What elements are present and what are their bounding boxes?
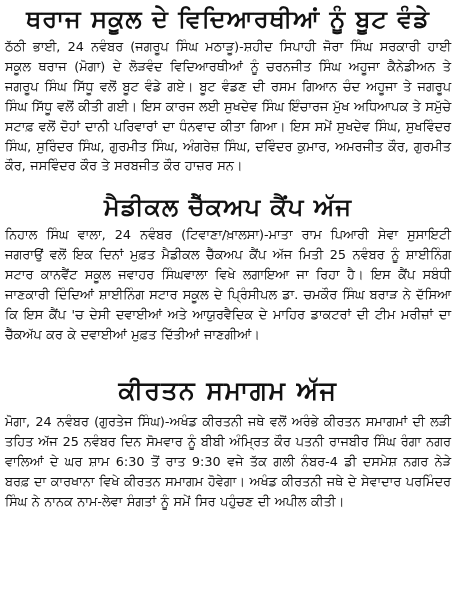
body-kirtan: ਮੋਗਾ, 24 ਨਵੰਬਰ (ਗੁਰਤੇਜ ਸਿੰਘ)-ਅਖੰਡ ਕੀਰਤਨੀ ਜਥੇ ਵਲੋਂ ਅਰੰਭੇ ਕੀਰਤਨ ਸਮਾਗਮਾਂ ਦੀ ਲੜੀ ਤਹਿਤ ਅੱਜ 25 ਨਵੰਬਰ ਦਿਨ ਸੋਮਵਾਰ ਨੂੰ ਬੀਬੀ ਅੰਮ੍ਰਿਤ ਕੌਰ ਪਤਨੀ ਰਾਜਬੀਰ ਸਿੰਘ ਰੰਗਾ ਨਗਰ ਵਾਲਿਆਂ ਦੇ ਘਰ ਸ਼ਾਮ 6:30 ਤੋਂ ਰਾਤ 9:30 ਵਜੇ ਤੱਕ ਗਲੀ ਨੰਬਰ-4 ਡੀ ਦਸਮੇਸ਼ ਨਗਰ ਨੇੜੇ ਬਰਫ਼ ਦਾ ਕਾਰਖਾਨਾ ਵਿਖੇ ਕੀਰਤਨ ਸਮਾਗਮ ਹੋਵੇਗਾ। ਅਖੰਡ ਕੀਰਤਨੀ ਜਥੇ ਦੇ ਸੇਵਾਦਾਰ ਪਰਮਿੰਦਰ ਸਿੰਘ ਨੇ ਨਾਨਕ ਨਾਮ-ਲੇਵਾ ਸੰਗਤਾਂ ਨੂੰ ਸਮੇਂ ਸਿਰ ਪਹੁੰਚਣ ਦੀ ਅਪੀਲ ਕੀਤੀ। [5,415,451,510]
headline-kirtan: ਕੀਰਤਨ ਸਮਾਗਮ ਅੱਜ [118,376,338,405]
body-school-shoes: ਠੱਠੀ ਭਾਈ, 24 ਨਵੰਬਰ (ਜਗਰੂਪ ਸਿੰਘ ਮਠਾੜੂ)-ਸ਼ਹੀਦ ਸਿਪਾਹੀ ਜੋਰਾ ਸਿੰਘ ਸਰਕਾਰੀ ਹਾਈ ਸਕੂਲ ਥਰਾਜ (ਮੋਗਾ) ਦੇ ਲੋੜਵੰਦ ਵਿਦਿਆਰਥੀਆਂ ਨੂੰ ਚਰਨਜੀਤ ਸਿੰਘ ਅਹੂਜਾ ਕੈਨੇਡੀਅਨ ਤੇ ਜਗਰੂਪ ਸਿੰਘ ਸਿੱਧੂ ਵਲੋਂ ਬੂਟ ਵੰਡੇ ਗਏ। ਬੂਟ ਵੰਡਣ ਦੀ ਰਸਮ ਗਿਆਨ ਚੰਦ ਅਹੂਜਾ ਤੇ ਜਗਰੂਪ ਸਿੰਘ ਸਿੱਧੂ ਵਲੋਂ ਕੀਤੀ ਗਈ। ਇਸ ਕਾਰਜ ਲਈ ਸੁਖਦੇਵ ਸਿੰਘ ਇੰਚਾਰਜ ਮੁੱਖ ਅਧਿਆਪਕ ਤੇ ਸਮੁੱਚੇ ਸਟਾਫ਼ ਵਲੋਂ ਦੋਹਾਂ ਦਾਨੀ ਪਰਿਵਾਰਾਂ ਦਾ ਧੰਨਵਾਦ ਕੀਤਾ ਗਿਆ। ਇਸ ਸਮੇਂ ਸੁਖਦੇਵ ਸਿੰਘ, ਸੁਖਵਿੰਦਰ ਸਿੰਘ, ਸੁਰਿੰਦਰ ਸਿੰਘ, ਗੁਰਮੀਤ ਸਿੰਘ, ਅੰਗਰੇਜ਼ ਸਿੰਘ, ਦਵਿੰਦਰ ਕੁਮਾਰ, ਅਮਰਜੀਤ ਕੌਰ, ਗੁਰਮੀਤ ਕੌਰ, ਜਸਵਿੰਦਰ ਕੌਰ ਤੇ ਸਰਬਜੀਤ ਕੌਰ ਹਾਜ਼ਰ ਸਨ। [5,40,451,175]
story-school-shoes [5,0,451,194]
headline-medical-camp: ਮੈਡੀਕਲ ਚੈੱਕਅਪ ਕੈਂਪ ਅੱਜ [103,193,353,221]
story-medical-camp [5,194,451,377]
story-kirtan [5,377,451,568]
body-medical-camp: ਨਿਹਾਲ ਸਿੰਘ ਵਾਲਾ, 24 ਨਵੰਬਰ (ਟਿਵਾਣਾ/ਖ਼ਾਲਸਾ)-ਮਾਤਾ ਰਾਮ ਪਿਆਰੀ ਸੇਵਾ ਸੁਸਾਇਟੀ ਜਗਰਾਉਂ ਵਲੋਂ ਇਕ ਦਿਨਾਂ ਮੁਫ਼ਤ ਮੈਡੀਕਲ ਚੈੱਕਅਪ ਕੈਂਪ ਅੱਜ ਮਿਤੀ 25 ਨਵੰਬਰ ਨੂੰ ਸ਼ਾਈਨਿੰਗ ਸਟਾਰ ਕਾਨਵੈਂਟ ਸਕੂਲ ਜਵਾਹਰ ਸਿੰਘਵਾਲਾ ਵਿਖੇ ਲਗਾਇਆ ਜਾ ਰਿਹਾ ਹੈ। ਇਸ ਕੈਂਪ ਸਬੰਧੀ ਜਾਣਕਾਰੀ ਦਿੰਦਿਆਂ ਸ਼ਾਈਨਿੰਗ ਸਟਾਰ ਸਕੂਲ ਦੇ ਪ੍ਰਿੰਸੀਪਲ ਡਾ. ਚਮਕੌਰ ਸਿੰਘ ਬਰਾੜ ਨੇ ਦੱਸਿਆ ਕਿ ਇਸ ਕੈਂਪ 'ਚ ਦੇਸੀ ਦਵਾਈਆਂ ਅਤੇ ਆਯੁਰਵੈਦਿਕ ਦੇ ਮਾਹਿਰ ਡਾਕਟਰਾਂ ਦੀ ਟੀਮ ਮਰੀਜ਼ਾਂ ਦਾ ਚੈੱਕਅੱਪ ਕਰ ਕੇ ਦਵਾਈਆਂ ਮੁਫ਼ਤ ਦਿੱਤੀਆਂ ਜਾਣਗੀਆਂ। [5,228,451,343]
headline-school-shoes: ਥਰਾਜ ਸਕੂਲ ਦੇ ਵਿਦਿਆਰਥੀਆਂ ਨੂੰ ਬੂਟ ਵੰਡੇ [26,5,430,33]
